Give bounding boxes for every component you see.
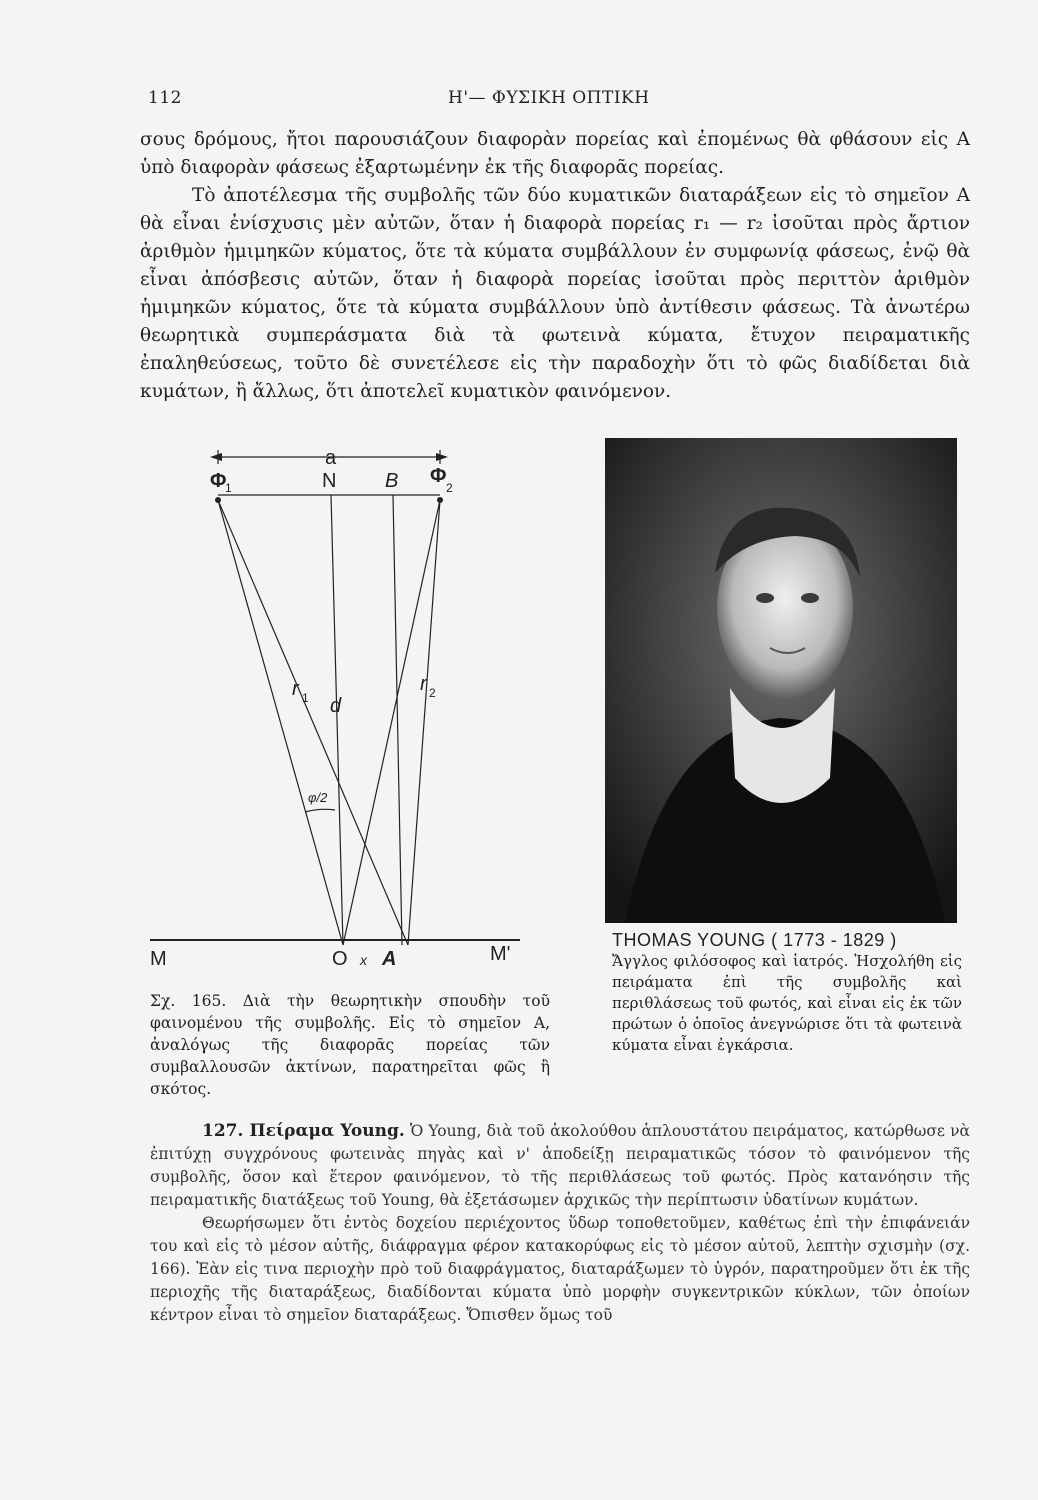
running-title: Η'— ΦΥΣΙΚΗ ΟΠΤΙΚΗ bbox=[448, 88, 650, 108]
label-r2: r bbox=[420, 673, 427, 695]
portrait-name: THOMAS YOUNG ( 1773 - 1829 ) bbox=[612, 930, 897, 950]
interference-diagram bbox=[150, 440, 550, 970]
ray-r2 bbox=[408, 500, 440, 945]
label-r1: r bbox=[292, 678, 299, 700]
portrait-bio: Ἄγγλος φιλόσοφος καὶ ἰατρός. Ἠσχολήθη εἰς πειράματα ἐπὶ τῆς συμβολῆς καὶ περιθλάσεως τοῦ φωτός, καὶ εἶναι εἰς ἐκ τῶν πρώτων ὁ ὁποῖος ἀνεγνώρισε ὅτι τὰ φωτεινὰ κύματα εἶναι ἐγκάρσια. bbox=[612, 952, 962, 1054]
label-r1-sub: 1 bbox=[302, 691, 309, 705]
ray-phi1-to-o bbox=[218, 500, 343, 945]
ray-phi2-to-o bbox=[343, 500, 440, 945]
intro-paragraph-2: Τὸ ἀποτέλεσμα τῆς συμβολῆς τῶν δύο κυματικῶν διαταράξεων εἰς τὸ σημεῖον Α θὰ εἶναι ἐνίσχυσις μὲν αὐτῶν, ὅταν ἡ διαφορὰ πορείας r₁ — r₂ ἰσοῦται πρὸς ἄρτιον ἀριθμὸν ἡμιμηκῶν κύματος, ὅτε τὰ κύματα συμβάλλουν ἐν συμφωνίᾳ φάσεως, ἐνῷ θὰ εἶναι ἀπόσβεσις αὐτῶν, ὅταν ἡ διαφορὰ πορείας ἰσοῦται πρὸς περιττὸν ἀριθμὸν ἡμιμηκῶν κύματος, ὅτε τὰ κύματα συμβάλλουν ὑπὸ ἀντίθεσιν φάσεως. Τὰ ἀνωτέρω θεωρητικὰ συμπεράσματα διὰ τὰ φωτεινὰ κύματα, ἔτυχον πειραματικῆς ἐπαληθεύσεως, τοῦτο δὲ συνετέλεσε εἰς τὴν παραδοχὴν ὅτι τὸ φῶς διαδίδεται διὰ κυμάτων, ἢ ἄλλως, ὅτι ἀποτελεῖ κυματικὸν φαινόμενον. bbox=[140, 185, 970, 402]
line-b bbox=[393, 495, 402, 945]
eye-left bbox=[756, 593, 774, 603]
label-r2-sub: 2 bbox=[429, 686, 436, 700]
label-phi1: Φ bbox=[210, 470, 227, 492]
label-a: a bbox=[325, 447, 337, 469]
label-d: d bbox=[330, 695, 342, 717]
eye-right bbox=[801, 593, 819, 603]
angle-arc bbox=[305, 809, 335, 812]
figure-caption: Σχ. 165. Διὰ τὴν θεωρητικὴν σπουδὴν τοῦ φαινομένου τῆς συμβολῆς. Εἰς τὸ σημεῖον Α, ἀναλόγως τῆς διαφορᾶς πορείας τῶν συμβαλλουσῶν ἀκτίνων, παρατηρεῖται φῶς ἢ σκότος. bbox=[150, 992, 550, 1098]
section-paragraph-2: Θεωρήσωμεν ὅτι ἐντὸς δοχείου περιέχοντος ὕδωρ τοποθετοῦμεν, καθέτως ἐπὶ τὴν ἐπιφάνειάν του καὶ εἰς τὸ μέσον αὐτῆς, διάφραγμα φέρον κατακορύφως εἰς τὸ μέσον αὐτοῦ, λεπτὴν σχισμὴν (σχ. 166). Ἐὰν εἰς τινα περιοχὴν πρὸ τοῦ διαφράγματος, διαταράξωμεν τὸ ὑγρόν, παρατηροῦμεν ὅτι ἐκ τῆς περιοχῆς τῆς διαταράξεως, διαδίδονται κύματα ὑπὸ μορφὴν συγκεντρικῶν κύκλων, τῶν ὁποίων κέντρον εἶναι τὸ σημεῖον διαταράξεως. Ὄπισθεν ὅμως τοῦ bbox=[150, 1214, 970, 1324]
label-phi2: Φ bbox=[430, 465, 447, 487]
arrow-left bbox=[210, 453, 222, 461]
page-number: 112 bbox=[148, 88, 182, 108]
intro-paragraph-1: σους δρόμους, ἤτοι παρουσιάζουν διαφορὰν πορείας καὶ ἐπομένως θὰ φθάσουν εἰς Α ὑπὸ διαφορὰν φάσεως ἐξαρτωμένην ἐκ τῆς διαφορᾶς πορείας. bbox=[140, 129, 970, 178]
section-heading: 127. Πείραμα Young. bbox=[202, 1121, 405, 1141]
label-x: x bbox=[360, 952, 367, 968]
ray-r1 bbox=[218, 500, 408, 945]
source-dot-2 bbox=[437, 497, 443, 503]
label-m: M bbox=[150, 948, 167, 970]
label-o: O bbox=[332, 948, 348, 970]
portrait-caption bbox=[612, 930, 962, 1056]
label-m-prime: M' bbox=[490, 943, 511, 965]
label-b: B bbox=[385, 470, 399, 492]
source-dot-1 bbox=[215, 497, 221, 503]
thomas-young-portrait bbox=[605, 438, 957, 923]
portrait-drawing bbox=[605, 438, 957, 923]
section-127 bbox=[150, 1120, 970, 1327]
center-line-d bbox=[331, 495, 343, 945]
label-a-point: A bbox=[382, 948, 397, 970]
intro-text bbox=[140, 126, 970, 406]
label-n: N bbox=[322, 470, 337, 492]
arrow-right bbox=[436, 453, 448, 461]
label-phi1-sub: 1 bbox=[225, 481, 232, 495]
section-paragraph-1: Ὁ Young, διὰ τοῦ ἀκολούθου ἁπλουστάτου πειράματος, κατώρθωσε νὰ ἐπιτύχῃ συγχρόνους φωτεινὰς πηγὰς καὶ ν' ἀποδείξῃ πειραματικῶς τόσον τὸ φαινόμενον τῆς συμβολῆς, ὅσον καὶ ἕτερον φαινόμενον, τὸ τῆς περιθλάσεως τοῦ φωτός. Πρὸς κατανόησιν τῆς πειραματικῆς διατάξεως τοῦ Young, θὰ ἐξετάσωμεν ἀρχικῶς τὴν περίπτωσιν ὑδατίνων κυμάτων. bbox=[150, 1122, 970, 1209]
label-phi2-sub: 2 bbox=[446, 481, 453, 495]
label-angle: φ/2 bbox=[308, 790, 328, 805]
